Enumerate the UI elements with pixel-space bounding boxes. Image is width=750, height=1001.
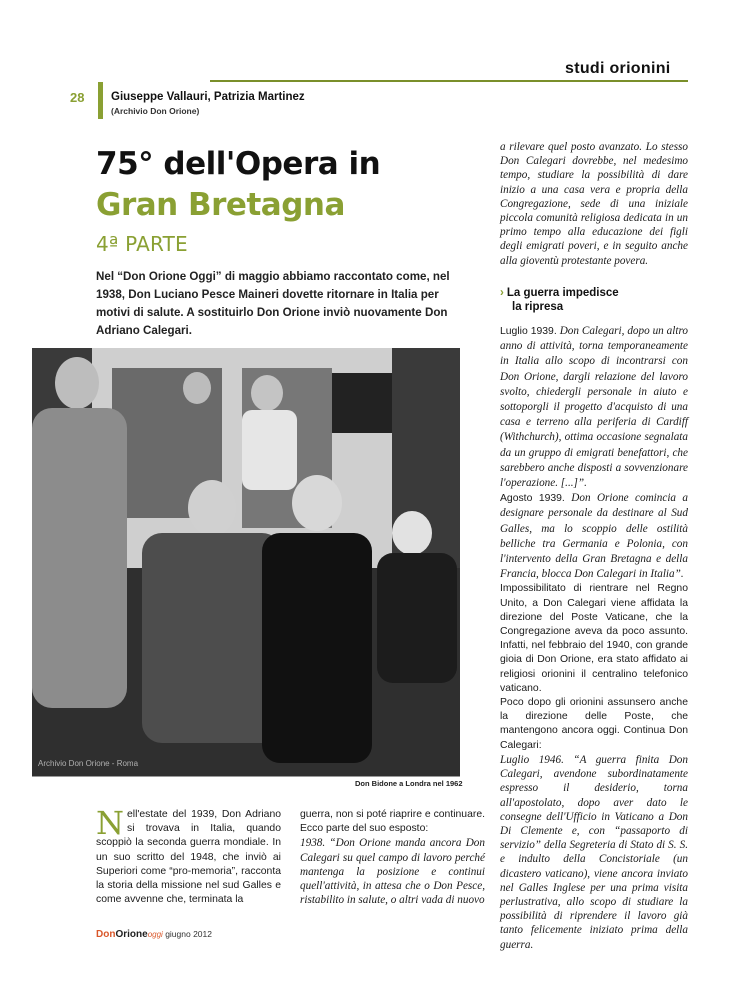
photo-caption: Don Bidone a Londra nel 1962 [355, 779, 463, 788]
column-bottom-mid [300, 808, 485, 907]
article-title-line1: 75° dell'Opera in [96, 146, 381, 182]
archive-credit: (Archivio Don Orione) [111, 106, 200, 116]
chevron-right-icon: › [500, 287, 504, 299]
article-intro: Nel “Don Orione Oggi” di maggio abbiamo raccontato come, nel 1938, Don Luciano Pesce Maineri dovette ritornare in Italia per motivi di salute. A sostituirlo Don Orione inviò nuovamente Don Adriano Calegari. [96, 270, 450, 337]
paragraph: Luglio 1946. “A guerra finita Don Calegari, avendone subordinatamente espresso il desiderio, torna all'apostolato, dopo aver dato le consegne dell'Ufficio in Vaticano a Don Di Clemente e, con “passaporto di servizio” della Segreteria di Stato di S. S. e indulto della Concistoriale (un dicastero vaticano), viene ancora inviato nel Galles Inglese per una prima visita perlustrativa, allo scopo di studiare la possibilità di riprendere il lavoro già tanto felicemente iniziato prima della guerra. [500, 753, 688, 951]
brand-logo-part2: Orione [115, 929, 148, 940]
paragraph: guerra, non si poté riaprire e continuare. Ecco parte del suo esposto: [300, 809, 485, 835]
column-right-top [500, 140, 688, 268]
photo-credit: Archivio Don Orione - Roma [38, 759, 139, 768]
article-title-line2: Gran Bretagna [96, 187, 345, 223]
header-rule [210, 80, 688, 82]
author-accent-bar [98, 82, 103, 119]
dropcap: N [96, 804, 124, 842]
footer [96, 929, 212, 940]
paragraph: Impossibilitato di rientrare nel Regno Unito, a Don Calegari viene affidata la direzione del Poste Vaticane, che la Congregazione aveva da poco assunto. Infatti, nel febbraio del 1940, con grande gioia di Don Orione, era stato affidato ai religiosi orionini il centralino telefonico vaticano. [500, 583, 688, 694]
caption-rule [32, 776, 460, 777]
column-bottom-left [96, 804, 281, 907]
date-label: Luglio 1939. [500, 326, 557, 337]
page-number: 28 [70, 90, 85, 105]
paragraph: Poco dopo gli orionini assunsero anche la direzione delle Poste, che mantengono ancora oggi. Continua Don Calegari: [500, 697, 688, 751]
footer-date: giugno 2012 [165, 929, 212, 939]
article-authors: Giuseppe Vallauri, Patrizia Martinez [111, 91, 305, 103]
section-label: studi orionini [565, 60, 671, 77]
paragraph: a rilevare quel posto avanzato. Lo stesso Don Calegari dovrebbe, nel medesimo tempo, studiare la possibilità di dare inizio a una casa vera e propria della Congregazione, sede di una iniziale piccola comunità religiosa dedicata in un primo tempo alla educazione dei figli degli emigrati poveri, e in seguito anche alla gioventù protestante povera. [500, 141, 688, 267]
column-right [500, 324, 688, 952]
italic-text: Don Orione comincia a designare personale da destinare al Sud Galles, ma lo scoppio delle ostilità belliche tra Germania e Polonia, con l'intervento della Gran Bretagna e della Francia, blocca Don Calegari in Italia”. [500, 492, 688, 581]
article-part: 4ª PARTE [96, 232, 188, 256]
subheading-line2: la ripresa [512, 301, 564, 313]
paragraph-text: ell'estate del 1939, Don Adriano si trovava in Italia, quando scoppiò la seconda guerra mondiale. In un suo scritto del 1948, che inviò ai Superiori come “pro-memoria”, racconta la storia della missione nel sud Galles e come avvenne che, terminata la [96, 809, 281, 906]
subheading [500, 286, 688, 314]
paragraph [500, 491, 688, 582]
italic-text: Don Calegari, dopo un altro anno di attività, torna temporaneamente in Italia allo scopo di incontrarsi con Don Orione, dargli relazione del lavoro svolto, chiedergli personale in aiuto e sottoporgli il progetto d'acquisto di una casa e terreno alla periferia di Cardiff (Withchurch), ottima occasione segnalata da un gruppo di emigrati benefattori, che sarebbero anche disposti a sovvenzionare l'operazione. [...]”. [500, 325, 689, 490]
brand-logo-part3: oggi [147, 930, 163, 939]
paragraph [500, 324, 688, 491]
paragraph: 1938. “Don Orione manda ancora Don Calegari su quel campo di lavoro perché mantenga la posizione e continui quell'attività, in attesa che o Don Pesce, ristabilito in salute, o altri vada di nuovo [300, 837, 485, 907]
brand-logo-part1: Don [96, 929, 116, 940]
subheading-line1: La guerra impedisce [506, 287, 619, 299]
article-photo [32, 348, 460, 776]
date-label: Agosto 1939. [500, 493, 565, 505]
photo-illustration [32, 348, 460, 776]
paragraph [96, 804, 281, 907]
